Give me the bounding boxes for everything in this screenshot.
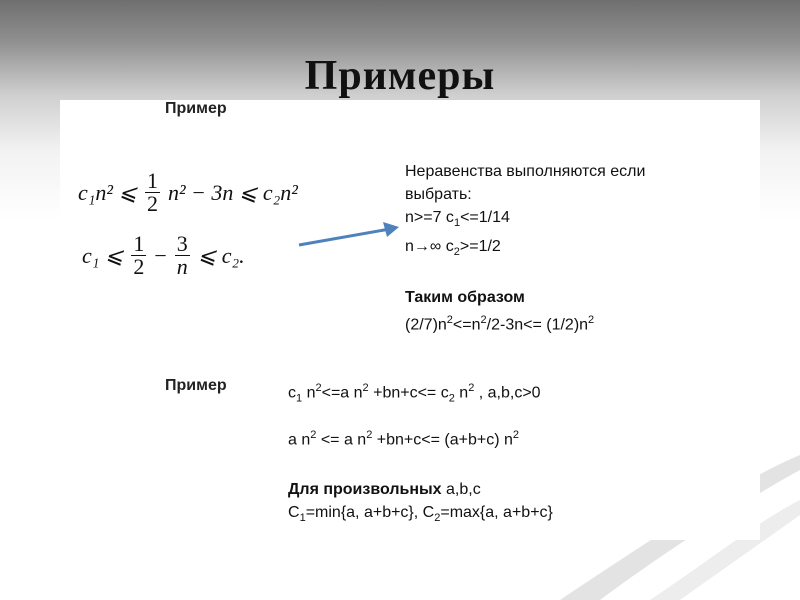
formula-2 (82, 233, 245, 278)
note-line-4: n→∞ $c_2>=1/2$ (405, 238, 501, 259)
note-line-2: выбрать: (405, 186, 472, 203)
example1-note (405, 160, 645, 337)
content-panel (60, 100, 760, 540)
formula2-fraction-2: $\frac{3}{n}$ (176, 231, 188, 279)
formula2-fraction-1: $\frac{1}{2}$ (133, 231, 145, 279)
example2-line-1: $c_1$ $n^2<=a$ $n^2 +bn+c<= c_2$ $n^2$ , a,b,c>0 (288, 382, 541, 405)
formula1-fraction: $\frac{1}{2}$ (146, 168, 158, 216)
example2-line-2: a $n^2 <= a$ $n^2 +bn+c<= (a+b+c)$ $n^2$ (288, 429, 519, 449)
formula2-minus: − (154, 242, 167, 268)
example1-label: Пример (165, 100, 227, 117)
note-line-1: Неравенства выполняются если (405, 163, 646, 180)
formula-1 (78, 170, 298, 215)
example2-label: Пример (165, 377, 227, 394)
slide-title: Примеры (304, 53, 496, 99)
formula1-mid: n² − 3n ⩽ c₂n² (167, 179, 298, 205)
note-line-3: n>=7 $c_1<=1/14$ (405, 209, 510, 230)
formula2-lhs: c₁ ⩽ (82, 242, 124, 268)
note-heading: Таким образом (405, 289, 525, 307)
formula2-rhs: ⩽ c₂. (197, 242, 245, 268)
arrow-icon (295, 218, 405, 254)
note-result: $(2/7)n^2<=n^2/2-3n<= (1/2)n^2$ (405, 314, 595, 334)
formula1-lhs: c₁n² ⩽ (78, 179, 137, 205)
example2-line-3: $C_1=\min\{a$, a+b+c}, $C_2=\max\{a$, a+b+c} (288, 504, 553, 525)
example2-heading: Для произвольных a,b,c (288, 481, 481, 498)
